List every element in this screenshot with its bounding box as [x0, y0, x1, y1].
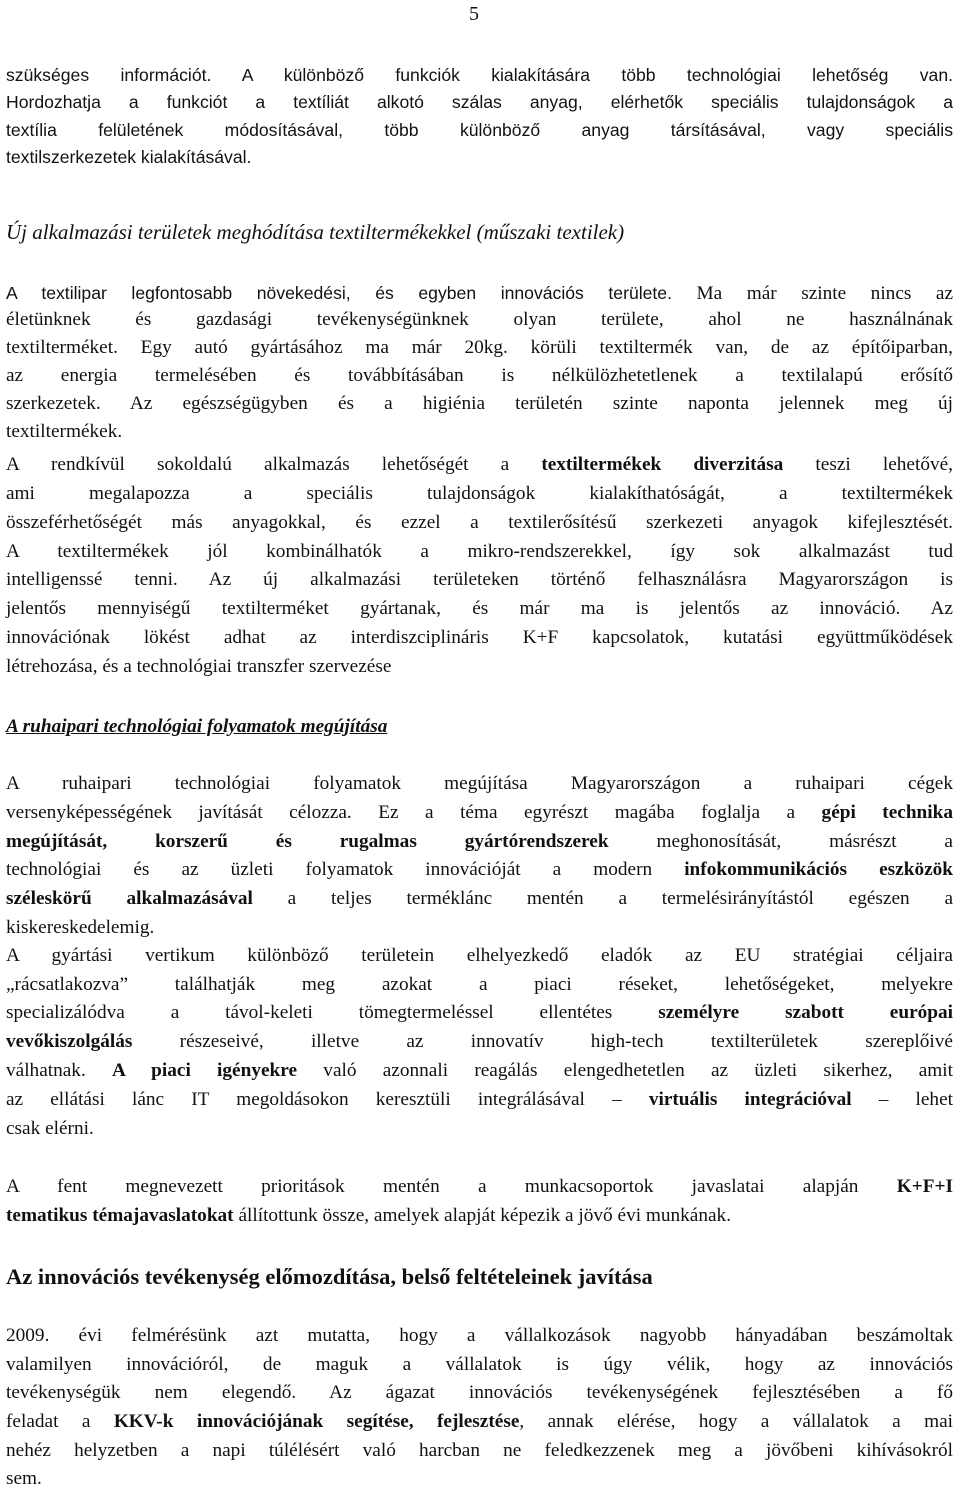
section-heading-3: Az innovációs tevékenység előmozdítása, belső feltételeinek javítása: [6, 1264, 653, 1289]
sec2-bold-szeleskoru: széleskörű alkalmazásával: [6, 888, 253, 909]
sec3-line-3: tevékenységük nem elegendő. Az ágazat innovációs tevékenységének fejlesztésében a fő: [6, 1382, 953, 1403]
sec2-line-12-c: – lehet: [878, 1089, 953, 1110]
sec2-line-10-b: részeseivé, illetve az innovatív high-tech textilterületek szereplőivé: [179, 1031, 953, 1052]
sec1-line-1: [6, 280, 953, 307]
intro-line-2: Hordozhatja a funkciót a textíliát alkotó szálas anyag, elérhetők speciális tulajdonságok a: [6, 92, 953, 112]
sec1-line-2: életünknek és gazdasági tevékenységünknek olyan területe, ahol ne használnának: [6, 309, 953, 330]
sec1-sans-text: A textilipar legfontosabb növekedési, és egyben innovációs területe.: [6, 283, 672, 303]
sec3-line-6: sem.: [6, 1468, 42, 1489]
sec2-line-8: „rácsatlakozva” találhatják meg azokat a piaci réseket, lehetőségeket, melyekre: [6, 974, 953, 995]
intro-line-3: textília felületének módosításával, több különböző anyag társításával, vagy speciális: [6, 120, 953, 140]
sec2-line-3: [6, 829, 953, 855]
sec2-bold-vevokiszolgalas: vevőkiszolgálás: [6, 1031, 133, 1052]
sec1-line-3: textilterméket. Egy autó gyártásához ma már 20kg. körüli textiltermék van, de az építőiparban,: [6, 337, 953, 358]
sec1-line-6: textiltermékek.: [6, 421, 123, 442]
sec1-line-14: létrehozása, és a technológiai transzfer szervezése: [6, 656, 392, 677]
sec2-bold-gyartorendszerek: megújítását, korszerű és rugalmas gyártórendszerek: [6, 831, 609, 852]
sec2-line-11-a: válhatnak.: [6, 1060, 86, 1081]
sec3-line-2: valamilyen innovációról, de maguk a vállalatok is úgy vélik, hogy az innovációs: [6, 1354, 953, 1375]
sec2-line-11-c: való azonnali reagálás elengedhetetlen az üzleti sikerhez, amit: [323, 1060, 953, 1081]
sec2-line-13: csak elérni.: [6, 1118, 94, 1139]
sec3-line-4-c: , annak elérése, hogy a vállalatok a mai: [519, 1411, 953, 1432]
sec2-line-1: A ruhaipari technológiai folyamatok megújítása Magyarországon a ruhaipari cégek: [6, 773, 953, 794]
page-number: 5: [469, 3, 479, 25]
sec2-bold-kfi: K+F+I: [896, 1176, 953, 1197]
sec1-line-12: jelentős mennyiségű textilterméket gyártanak, és már ma is jelentős az innováció. Az: [6, 598, 953, 619]
sec2-line-7: A gyártási vertikum különböző területein elhelyezkedő eladók az EU stratégiai céljaira: [6, 945, 953, 966]
sec1-line-11: intelligenssé tenni. Az új alkalmazási területeken történő felhasználásra Magyarországon is: [6, 569, 953, 590]
sec2-line-15: [6, 1203, 953, 1229]
sec2-line-12: [6, 1087, 953, 1113]
sec1-line-7-c: teszi lehetővé,: [815, 454, 953, 475]
sec2-line-12-a: az ellátási lánc IT megoldásokon keresztüli integrálásával –: [6, 1089, 622, 1110]
sec2-line-15-b: állítottunk össze, amelyek alapját képezik a jövő évi munkának.: [238, 1205, 732, 1226]
sec2-bold-gepi-technika: gépi technika: [821, 802, 954, 823]
section-heading-2: A ruhaipari technológiai folyamatok megújítása: [6, 716, 388, 737]
sec2-line-9-a: specializálódva a távol-keleti tömegtermeléssel ellentétes: [6, 1002, 613, 1023]
sec2-line-5: [6, 886, 953, 912]
sec2-line-14: [6, 1174, 953, 1200]
intro-line-1: szükséges információt. A különböző funkciók kialakítására több technológiai lehetőség van.: [6, 65, 953, 85]
sec2-line-9: [6, 1000, 953, 1026]
sec2-bold-szemelyre-szabott: személyre szabott európai: [658, 1002, 953, 1023]
sec1-line-9: összeférhetőségét más anyagokkal, és ezzel a textilerősítésű szerkezeti anyagok kifejlesztését.: [6, 512, 953, 533]
sec1-bold-diverzitas: textiltermékek diverzitása: [541, 454, 784, 475]
sec1-line-13: innovációnak lökést adhat az interdiszciplináris K+F kapcsolatok, kutatási együttműködések: [6, 627, 953, 648]
sec2-bold-infokommunikacios: infokommunikációs eszközök: [684, 859, 954, 880]
sec1-line-7: [6, 452, 953, 478]
sec2-line-3-b: meghonosítását, másrészt a: [656, 831, 953, 852]
sec1-line-5: szerkezetek. Az egészségügyben és a higiénia területén szinte naponta jelennek meg új: [6, 393, 953, 414]
sec2-bold-tematikus: tematikus témajavaslatokat: [6, 1205, 234, 1226]
sec1-line-10: A textiltermékek jól kombinálhatók a mikro-rendszerekkel, így sok alkalmazást tud: [6, 541, 953, 562]
sec2-bold-piaci-igenyekre: A piaci igényekre: [112, 1060, 298, 1081]
sec3-bold-kkv: KKV-k innovációjának segítése, fejlesztése: [113, 1411, 520, 1432]
sec1-line-1-rest: Ma már szinte nincs az: [696, 283, 954, 304]
sec2-line-4-a: technológiai és az üzleti folyamatok innovációját a modern: [6, 859, 653, 880]
sec2-line-6: kiskereskedelemig.: [6, 917, 155, 938]
intro-line-4: textilszerkezetek kialakításával.: [6, 147, 252, 167]
sec3-line-4: [6, 1409, 953, 1435]
sec1-line-4: az energia termelésében és továbbításában is nélkülözhetetlenek a textilalapú erősítő: [6, 365, 953, 386]
sec3-line-5: nehéz helyzetben a napi túlélésért való harcban ne feledkezzenek meg a jövőbeni kihívásokról: [6, 1440, 953, 1461]
sec1-line-8: ami megalapozza a speciális tulajdonságok kialakíthatóságát, a textiltermékek: [6, 483, 953, 504]
sec2-line-14-a: A fent megnevezett prioritások mentén a munkacsoportok javaslatai alapján: [6, 1176, 859, 1197]
sec2-line-4: [6, 857, 953, 883]
sec3-line-4-a: feladat a: [6, 1411, 91, 1432]
sec2-bold-virtualis-integracio: virtuális integrációval: [648, 1089, 852, 1110]
sec2-line-10: [6, 1029, 953, 1055]
section-heading-1: Új alkalmazási területek meghódítása textiltermékekkel (műszaki textilek): [6, 220, 625, 244]
sec2-line-2-a: versenyképességének javítását célozza. Ez a téma egyrészt magába foglalja a: [6, 802, 796, 823]
sec2-line-2: [6, 800, 953, 826]
sec2-line-5-b: a teljes terméklánc mentén a termelésirányítástól egészen a: [287, 888, 954, 909]
sec1-line-7-a: A rendkívül sokoldalú alkalmazás lehetőségét a: [6, 454, 510, 475]
sec2-line-11: [6, 1058, 953, 1084]
sec3-line-1: 2009. évi felmérésünk azt mutatta, hogy a vállalkozások nagyobb hányadában beszámoltak: [6, 1325, 953, 1346]
